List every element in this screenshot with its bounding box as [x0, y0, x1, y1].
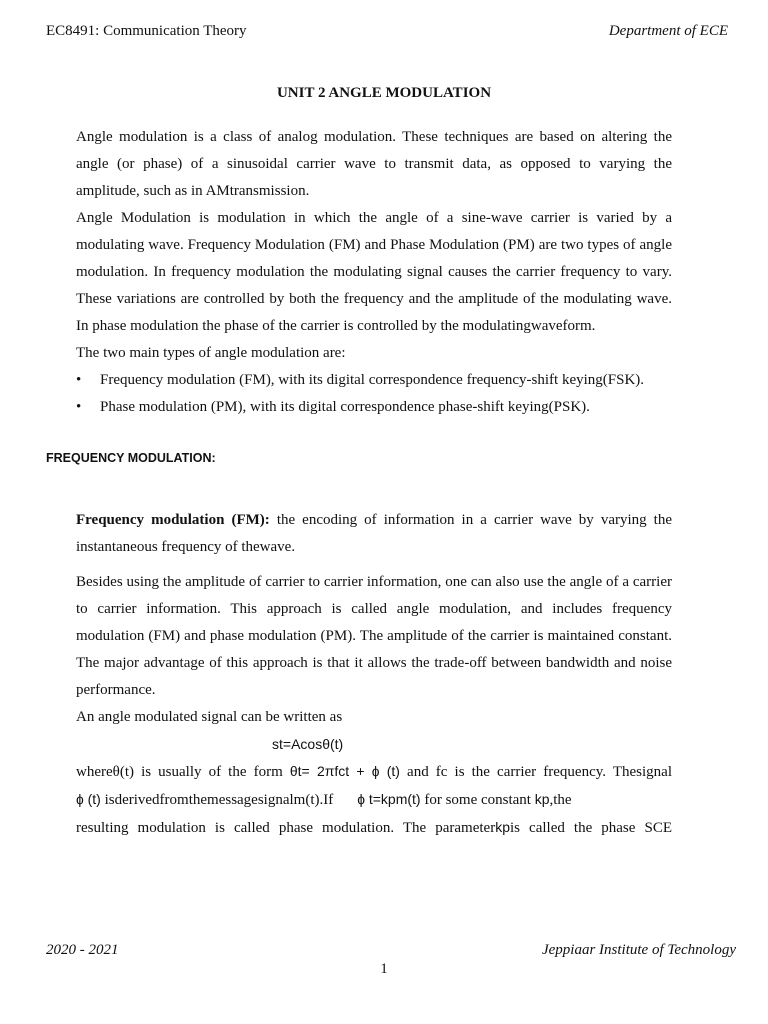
intro-line: Angle modulation is a class of analog modulation. These techniques are based on altering the [76, 129, 672, 145]
footer-year: 2020 - 2021 [46, 942, 119, 958]
last-line-text-2: is called the phase SCE [510, 820, 672, 836]
fm-section [76, 507, 672, 842]
types-lead: The two main types of angle modulation are: [76, 345, 346, 361]
where-text-2: and fc is the carrier frequency. Thesignal [399, 764, 672, 780]
intro-line: angle (or phase) of a sinusoidal carrier wave to transmit data, as opposed to varying the [76, 156, 672, 172]
section-heading: FREQUENCY MODULATION: [46, 451, 216, 465]
fm-paragraph: Besides using the amplitude of carrier to carrier information, one can also use the angle of a carrier to carrier information. This approach is called angle modulation, and includes frequency modulation (FM) and phase modulation (PM). The amplitude of the carrier is maintained constant. The major advantage of this approach is that it allows the trade-off between bandwidth and noise performance. [76, 574, 672, 698]
page-title: UNIT 2 ANGLE MODULATION [276, 85, 492, 101]
list-item: • Frequency modulation (FM), with its digital correspondence frequency-shift keying(FSK). [76, 367, 672, 394]
intro-paragraph: Angle Modulation is modulation in which the angle of a sine-wave carrier is varied by a modulating wave. Frequency Modulation (FM) and Phase Modulation (PM) are two types of angle modulation. In frequency modulation the modulating signal causes the carrier frequency to vary. These variations are controlled by both the frequency and the amplitude of the modulating wave. In phase modulation the phase of the carrier is controlled by the modulatingwaveform. [76, 210, 672, 334]
footer-institute: Jeppiaar Institute of Technology [541, 942, 736, 958]
constant-text: for some constant [420, 792, 535, 808]
fm-written-as: An angle modulated signal can be written as [76, 709, 343, 725]
fm-where-line [76, 758, 672, 786]
list-item: • Phase modulation (PM), with its digital correspondence phase-shift keying(PSK). [76, 394, 672, 421]
intro-line: amplitude, such as in AMtransmission. [76, 183, 310, 199]
phi-expression: ɸ t=kpm(t) [357, 791, 421, 807]
last-line-text: resulting modulation is called phase modulation. The parameter [76, 820, 496, 836]
theta-expression: θt= 2πfct + ɸ (t) [289, 763, 400, 779]
kp-symbol: kp [534, 791, 550, 807]
derived-text: isderivedfromthemessagesignalm(t).If [100, 792, 334, 808]
fm-definition-term: Frequency modulation (FM): [76, 512, 270, 528]
phi-t: ɸ (t) [76, 791, 101, 807]
intro-section [76, 124, 672, 421]
kp-symbol-2: kp [495, 819, 510, 835]
fm-definition-text: the encoding of information in a carrier wave by varying the instantaneous frequency of thewave. [76, 512, 672, 555]
fm-definition [76, 507, 672, 561]
fm-last-line [76, 814, 672, 842]
types-list [76, 367, 672, 421]
fm-derived-line [76, 786, 672, 814]
the-text: ,the [549, 792, 572, 808]
where-text: whereθ(t) is usually of the form [76, 764, 290, 780]
header-course: EC8491: Communication Theory [46, 23, 247, 39]
header-department: Department of ECE [608, 23, 728, 39]
page-number: 1 [380, 961, 388, 977]
fm-formula: st=Acosθ(t) [272, 736, 344, 752]
